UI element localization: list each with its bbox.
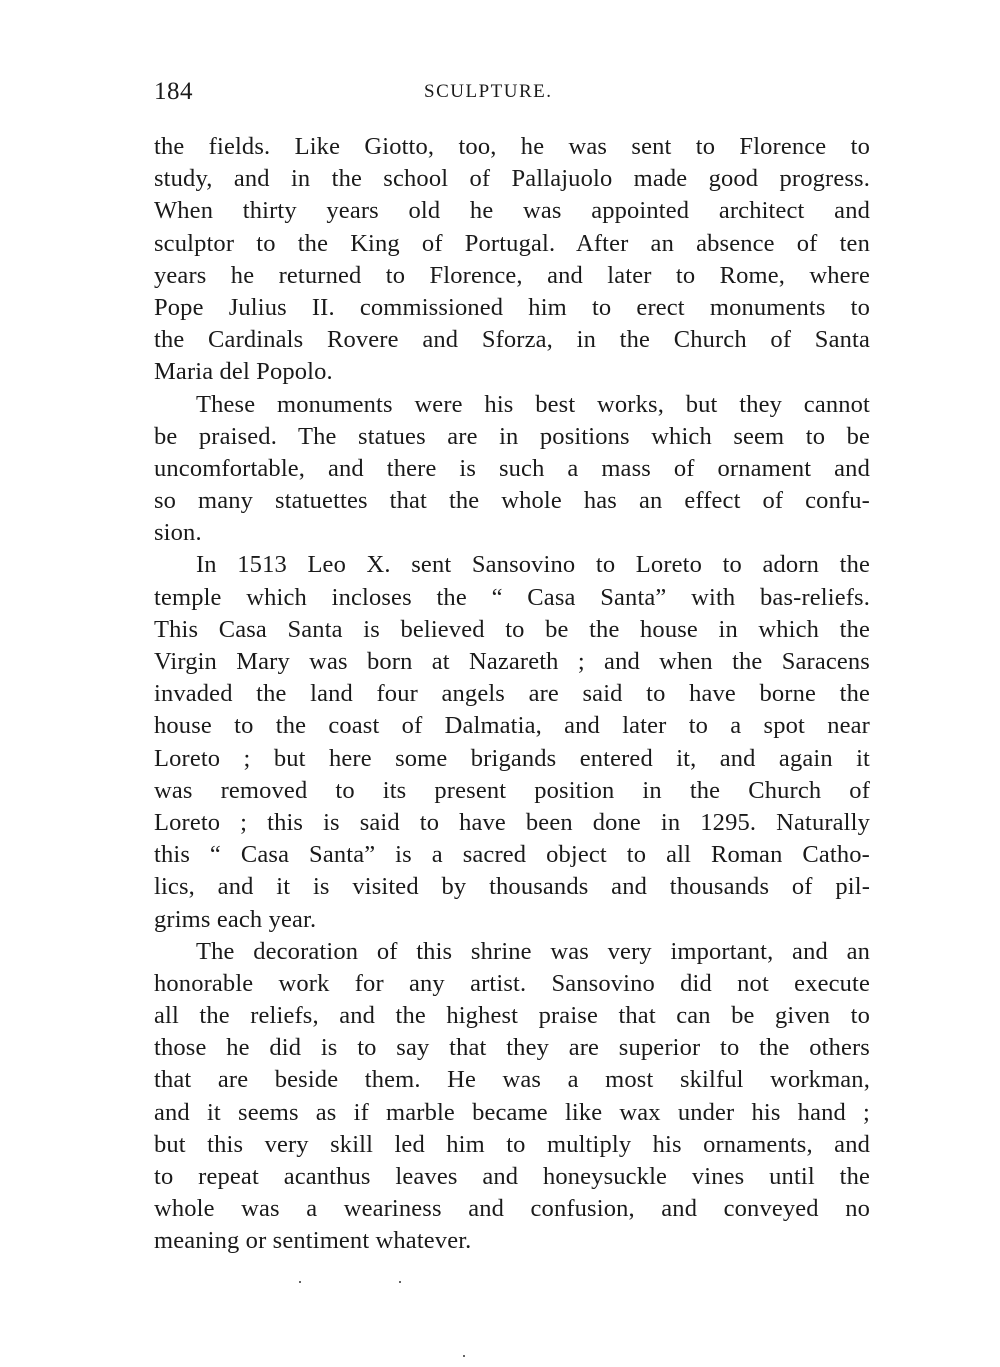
scan-speck [463,1355,465,1357]
text-line: invaded the land four angels are said to have borne the [154,680,870,708]
text-line: to repeat acanthus leaves and honeysuckle vines until the [154,1163,870,1190]
text-line: lics, and it is visited by thousands and thousands of pil- [154,873,870,901]
text-line: was removed to its present position in the Church of [154,776,870,804]
text-line: uncomfortable, and there is such a mass of ornament and [154,454,870,482]
scan-speck [399,1281,401,1283]
text-line: These monuments were his best works, but they cannot [196,390,870,418]
text-line: so many statuettes that the whole has an effect of confu- [154,487,870,515]
paragraph [154,549,870,935]
text-line: whole was a weariness and confusion, and conveyed no [154,1195,870,1223]
text-line: When thirty years old he was appointed architect and [154,197,870,225]
text-line: The decoration of this shrine was very important, and an [196,937,870,965]
page-number: 184 [154,78,193,105]
text-line: sion. [154,519,202,547]
scan-speck [299,1281,301,1283]
text-line: temple which incloses the “ Casa Santa” with bas-reliefs. [154,583,870,611]
text-line: the fields. Like Giotto, too, he was sent to Florence to [154,133,870,160]
text-line: Pope Julius II. commissioned him to erect monuments to [154,293,870,321]
paragraph [154,131,870,389]
text-line: Maria del Popolo. [154,358,333,386]
text-line: Virgin Mary was born at Nazareth ; and when the Saracens [154,648,870,675]
running-title: SCULPTURE. [424,81,553,102]
running-head [154,78,870,108]
paragraph [154,389,870,550]
body-text [154,131,870,1258]
text-line: Loreto ; but here some brigands entered it, and again it [154,744,870,772]
text-line: honorable work for any artist. Sansovino did not execute [154,969,870,997]
text-line: house to the coast of Dalmatia, and later to a spot near [154,712,870,740]
text-line: and it seems as if marble became like wax under his hand ; [154,1098,870,1126]
paragraph [154,936,870,1258]
text-line: study, and in the school of Pallajuolo made good progress. [154,165,870,193]
text-line: meaning or sentiment whatever. [154,1227,472,1255]
text-line: the Cardinals Rovere and Sforza, in the Church of Santa [154,326,870,354]
text-line: that are beside them. He was a most skilful workman, [154,1066,870,1094]
text-line: but this very skill led him to multiply his ornaments, and [154,1130,870,1158]
text-line: This Casa Santa is believed to be the house in which the [154,615,870,643]
text-line: years he returned to Florence, and later to Rome, where [154,261,870,289]
text-line: all the reliefs, and the highest praise that can be given to [154,1002,870,1030]
text-line: those he did is to say that they are superior to the others [154,1034,870,1062]
text-line: In 1513 Leo X. sent Sansovino to Loreto to adorn the [196,551,870,579]
text-line: be praised. The statues are in positions which seem to be [154,422,870,450]
text-line: Loreto ; this is said to have been done in 1295. Naturally [154,808,870,836]
text-line: sculptor to the King of Portugal. After an absence of ten [154,229,870,257]
text-line: grims each year. [154,905,317,933]
text-line: this “ Casa Santa” is a sacred object to all Roman Catho- [154,841,870,869]
